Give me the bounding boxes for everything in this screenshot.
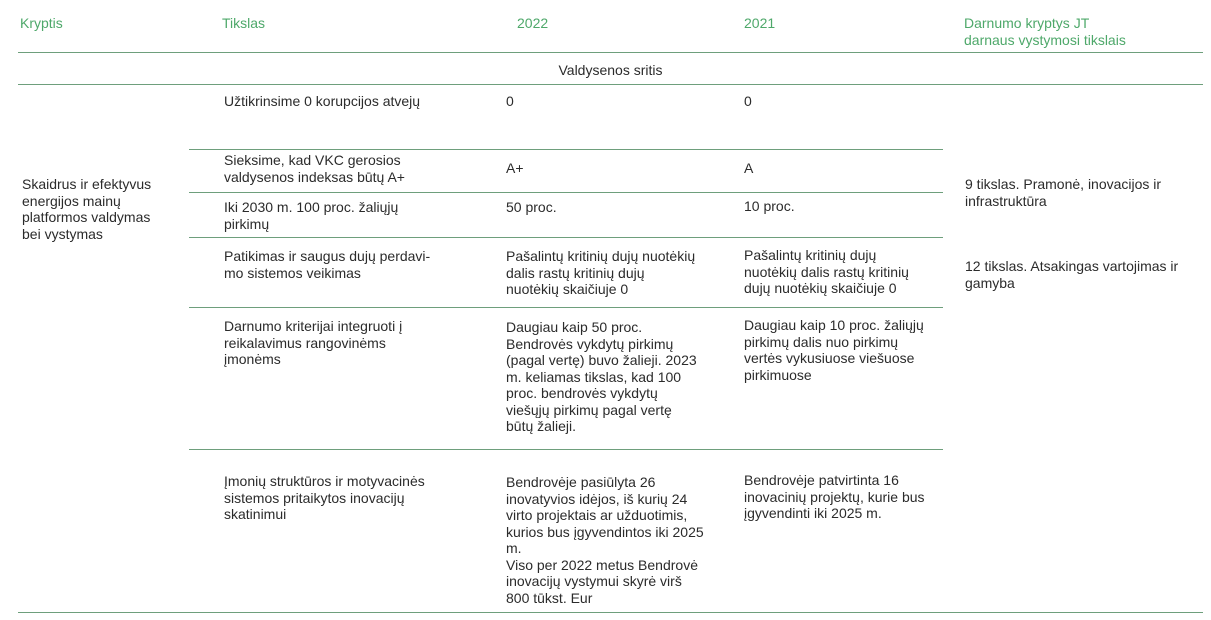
row-3-tikslas: Iki 2030 m. 100 proc. žaliųjų pirkimų — [224, 199, 399, 232]
row-divider — [189, 307, 943, 308]
header-2022: 2022 — [517, 15, 549, 31]
row-2-2021: A — [744, 160, 754, 176]
row-5-2022: Daugiau kaip 50 proc. Bendrovės vykdytų pirkimų (pagal vertę) buvo žalieji. 2023 m. keliamas tikslas, kad 100 proc. bendrovės vykdytų viešųjų pirkimų pagal vertę būtų žalieji. — [506, 319, 697, 434]
kryptis-cell: Skaidrus ir efektyvus energijos mainų platformos valdymas bei vystymas — [22, 176, 152, 242]
row-2-tikslas: Sieksime, kad VKC gerosios valdysenos indeksas būtų A+ — [224, 152, 405, 185]
row-divider — [189, 149, 943, 150]
sdg-goal-12: 12 tikslas. Atsakingas vartojimas ir gamyba — [965, 258, 1179, 291]
row-4-2022: Pašalintų kritinių dujų nuotėkių dalis rastų kritinių dujų nuotėkių skaičiuje 0 — [506, 248, 696, 297]
row-divider — [189, 237, 943, 238]
row-6-2022: Bendrovėje pasiūlyta 26 inovatyvios idėjos, iš kurių 24 virto projektais ar užduotimis, kurios bus įgyvendintos iki 2025 m. Viso per 2022 metus Bendrovė inovacijų vystymui skyrė virš 800 tūkst. Eur — [506, 474, 704, 606]
row-3-2022: 50 proc. — [506, 199, 557, 215]
row-5-tikslas: Darnumo kriterijai integruoti į reikalavimus rangovinėms įmonėms — [224, 318, 403, 367]
row-6-2021: Bendrovėje patvirtinta 16 inovacinių projektų, kurie bus įgyvendinti iki 2025 m. — [744, 472, 925, 521]
row-4-2021: Pašalintų kritinių dujų nuotėkių dalis rastų kritinių dujų nuotėkių skaičiuje 0 — [744, 247, 909, 296]
header-divider — [18, 52, 1203, 53]
header-kryptis: Kryptis — [20, 15, 63, 31]
section-title: Valdysenos sritis — [558, 62, 663, 78]
section-divider — [18, 84, 1203, 85]
row-6-tikslas: Įmonių struktūros ir motyvacinės sistemos pritaikytos inovacijų skatinimui — [224, 473, 425, 522]
row-4-tikslas: Patikimas ir saugus dujų perdavi- mo sistemos veikimas — [224, 248, 431, 281]
sdg-goal-9: 9 tikslas. Pramonė, inovacijos ir infrastruktūra — [965, 176, 1162, 209]
table-bottom-divider — [18, 612, 1203, 613]
header-darnumo-kryptys: Darnumo kryptys JT darnaus vystymosi tikslais — [964, 15, 1126, 48]
row-divider — [189, 192, 943, 193]
row-divider — [189, 449, 943, 450]
row-1-2021: 0 — [744, 93, 752, 109]
header-tikslas: Tikslas — [222, 15, 266, 31]
row-1-tikslas: Užtikrinsime 0 korupcijos atvejų — [224, 93, 421, 109]
row-1-2022: 0 — [506, 93, 514, 109]
row-2-2022: A+ — [506, 160, 524, 176]
row-5-2021: Daugiau kaip 10 proc. žaliųjų pirkimų dalis nuo pirkimų vertės vykusiuose viešuose pirkimuose — [744, 317, 924, 383]
row-3-2021: 10 proc. — [744, 198, 795, 214]
header-2021: 2021 — [744, 15, 776, 31]
